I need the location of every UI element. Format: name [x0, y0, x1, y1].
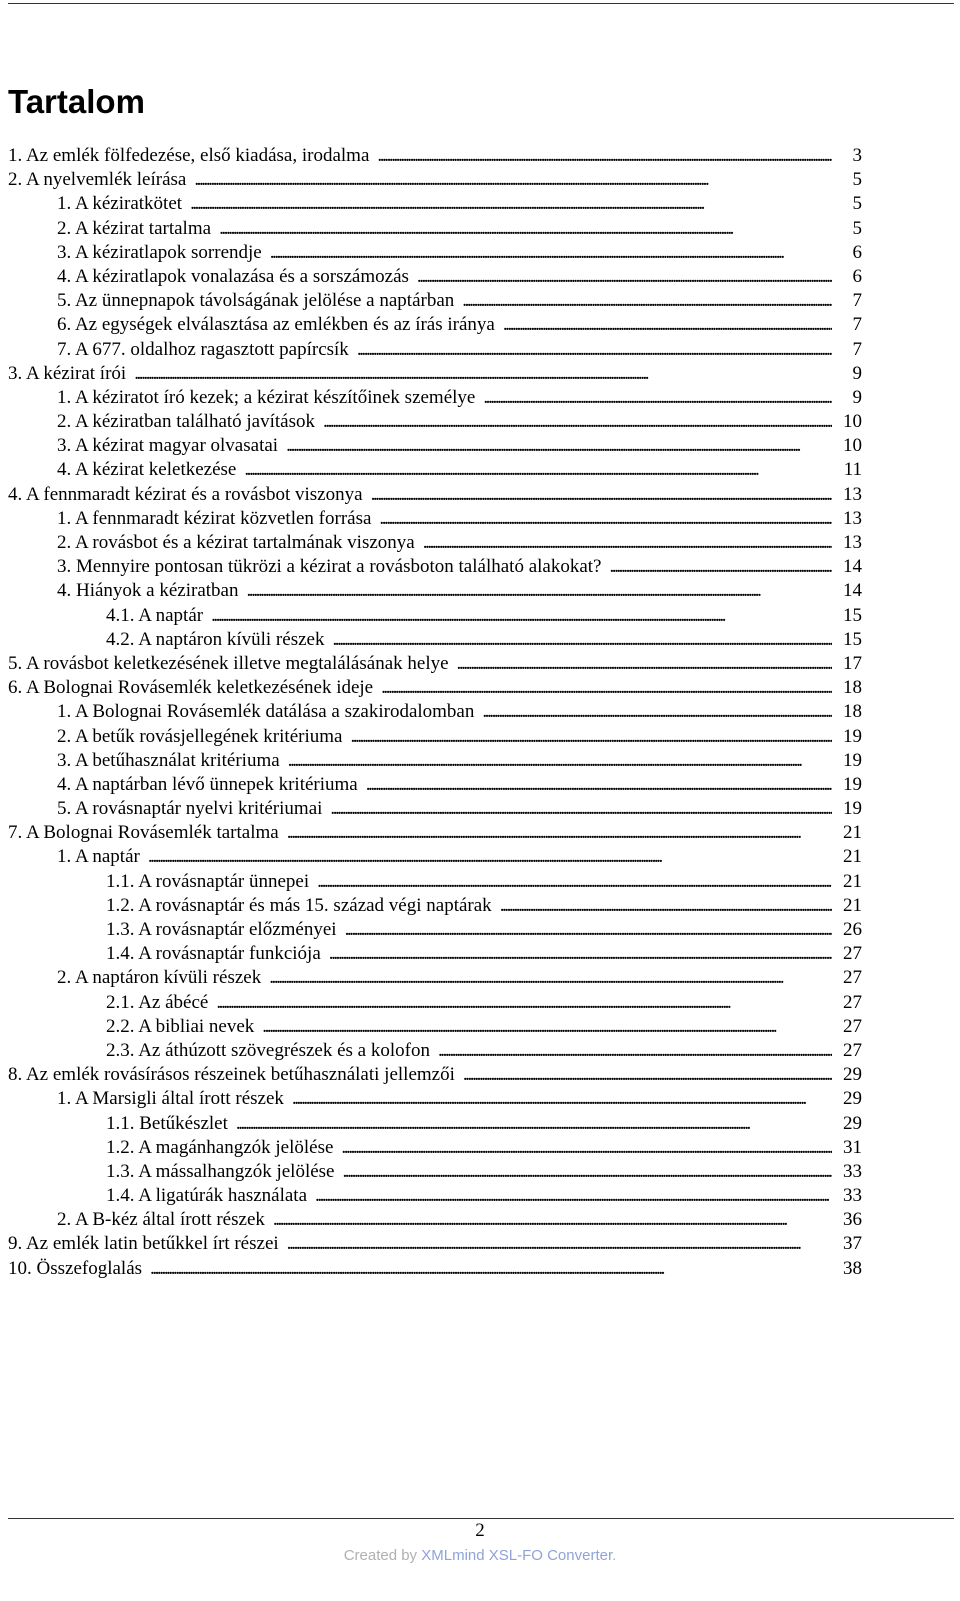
toc-entry[interactable] — [8, 871, 862, 895]
header-rule — [8, 3, 954, 4]
toc-dot-leader — [270, 242, 832, 264]
toc-entry-page: 27 — [843, 1015, 862, 1037]
toc-dot-leader — [503, 314, 832, 336]
toc-entry[interactable] — [8, 266, 862, 290]
toc-entry-page: 13 — [843, 483, 862, 505]
toc-dot-leader — [482, 701, 832, 723]
toc-entry-title: 5. A rovásnaptár nyelvi kritériumai — [57, 798, 323, 820]
toc-entry-title: 2. A naptáron kívüli részek — [57, 967, 262, 989]
toc-entry-title: 1. A Marsigli által írott részek — [57, 1088, 284, 1110]
toc-entry-page: 11 — [843, 459, 862, 481]
toc-dot-leader — [150, 1258, 832, 1280]
toc-dot-leader — [438, 1040, 832, 1062]
toc-dot-leader — [345, 919, 832, 941]
toc-entry-title: 6. Az egységek elválasztása az emlékben és az írás iránya — [57, 314, 495, 336]
toc-entry[interactable] — [8, 459, 862, 483]
toc-dot-leader — [194, 169, 832, 191]
toc-entry-title: 2. A rovásbot és a kézirat tartalmának viszonya — [57, 532, 415, 553]
toc-entry[interactable] — [8, 726, 862, 750]
toc-dot-leader — [244, 459, 832, 481]
page-number: 2 — [475, 1520, 485, 1541]
toc-entry-title: 7. A 677. oldalhoz ragasztott papírcsík — [57, 338, 349, 360]
toc-entry[interactable] — [8, 798, 862, 822]
toc-entry-title: 2. A betűk rovásjellegének kritériuma — [57, 725, 343, 747]
toc-entry[interactable] — [8, 387, 862, 411]
toc-entry-title: 4.2. A naptáron kívüli részek — [106, 628, 325, 650]
toc-entry-page: 21 — [843, 846, 862, 868]
footer-credit — [0, 1547, 960, 1564]
toc-dot-leader — [341, 1137, 832, 1159]
toc-entry-page: 27 — [843, 1039, 862, 1061]
toc-entry-title: 3. A kézirat írói — [8, 362, 127, 384]
toc-entry[interactable] — [8, 339, 862, 363]
toc-entry-title: 2.2. A bibliai nevek — [106, 1015, 255, 1037]
toc-entry-title: 2.1. Az ábécé — [106, 991, 209, 1013]
toc-entry-title: 1. A fennmaradt kézirat közvetlen forrása — [57, 507, 372, 529]
toc-entry[interactable] — [8, 218, 862, 242]
toc-entry[interactable] — [8, 653, 862, 677]
toc-entry[interactable] — [8, 532, 862, 556]
toc-dot-leader — [286, 435, 832, 457]
toc-entry[interactable] — [8, 580, 862, 604]
toc-dot-leader — [330, 798, 832, 820]
page-title: Tartalom — [8, 83, 145, 120]
toc-entry-page: 14 — [843, 580, 862, 602]
toc-entry-page: 27 — [843, 991, 862, 1013]
toc-entry-page: 7 — [852, 314, 862, 336]
toc-entry-page: 15 — [843, 604, 862, 626]
toc-dot-leader — [342, 1161, 832, 1183]
toc-entry[interactable] — [8, 169, 862, 193]
toc-entry-page: 5 — [852, 169, 862, 191]
toc-dot-leader — [381, 677, 832, 699]
toc-dot-leader — [211, 605, 832, 627]
toc-entry-title: 1.4. A rovásnaptár funkciója — [106, 943, 321, 965]
toc-entry-page: 27 — [843, 943, 862, 965]
toc-entry-page: 5 — [852, 217, 862, 239]
toc-entry[interactable] — [8, 895, 862, 919]
toc-dot-leader — [246, 580, 832, 602]
toc-entry[interactable] — [8, 1040, 862, 1064]
toc-entry-title: 7. A Bolognai Rovásemlék tartalma — [8, 822, 279, 844]
toc-entry-title: 1. A Bolognai Rovásemlék datálása a szakirodalomban — [57, 701, 475, 723]
toc-entry[interactable] — [8, 846, 862, 870]
toc-entry-page: 13 — [843, 532, 862, 553]
toc-entry[interactable] — [8, 1137, 862, 1161]
toc-entry-title: 6. A Bolognai Rovásemlék keletkezésének ideje — [8, 677, 374, 699]
toc-entry[interactable] — [8, 1113, 862, 1137]
toc-entry-page: 26 — [843, 919, 862, 940]
toc-entry-page: 21 — [843, 870, 862, 892]
table-of-contents — [8, 145, 862, 1282]
toc-entry[interactable] — [8, 1016, 862, 1040]
toc-entry-title: 2.3. Az áthúzott szövegrészek és a kolofon — [106, 1039, 430, 1061]
toc-entry-title: 2. A kéziratban található javítások — [57, 411, 316, 433]
toc-entry-page: 6 — [852, 241, 862, 263]
toc-entry-page: 38 — [843, 1257, 862, 1279]
toc-entry-page: 14 — [843, 556, 862, 578]
toc-dot-leader — [366, 774, 832, 796]
toc-entry-title: 3. A kézirat magyar olvasatai — [57, 435, 279, 457]
toc-entry[interactable] — [8, 1209, 862, 1233]
toc-entry[interactable] — [8, 290, 862, 314]
toc-entry-title: 1. A kéziratkötet — [57, 193, 183, 215]
toc-dot-leader — [457, 653, 832, 675]
toc-entry-page: 10 — [843, 435, 862, 457]
toc-entry[interactable] — [8, 1185, 862, 1209]
toc-dot-leader — [609, 556, 832, 578]
toc-entry[interactable] — [8, 1064, 862, 1088]
toc-entry[interactable] — [8, 629, 862, 653]
toc-dot-leader — [269, 967, 832, 989]
toc-entry[interactable] — [8, 411, 862, 435]
toc-entry-page: 19 — [843, 798, 862, 820]
toc-entry-page: 27 — [843, 967, 862, 989]
toc-dot-leader — [371, 484, 832, 506]
toc-entry-title: 3. A betűhasználat kritériuma — [57, 749, 280, 771]
toc-entry-title: 9. Az emlék latin betűkkel írt részei — [8, 1233, 279, 1255]
toc-entry-page: 21 — [843, 894, 862, 916]
toc-dot-leader — [500, 895, 832, 917]
toc-dot-leader — [423, 532, 832, 554]
toc-dot-leader — [463, 1064, 832, 1086]
toc-dot-leader — [262, 1016, 832, 1038]
toc-entry-title: 4. A naptárban lévő ünnepek kritériuma — [57, 773, 358, 795]
toc-entry[interactable] — [8, 750, 862, 774]
toc-dot-leader — [287, 1233, 832, 1255]
toc-dot-leader — [357, 339, 832, 361]
toc-dot-leader — [134, 363, 832, 385]
toc-entry-page: 3 — [852, 145, 862, 166]
toc-dot-leader — [329, 943, 832, 965]
toc-entry-page: 9 — [852, 386, 862, 408]
toc-dot-leader — [462, 290, 832, 312]
toc-entry-title: 1.2. A rovásnaptár és más 15. század végi naptárak — [106, 894, 492, 916]
toc-entry-title: 4.1. A naptár — [106, 604, 204, 626]
toc-dot-leader — [379, 508, 832, 530]
toc-entry[interactable] — [8, 145, 862, 169]
toc-dot-leader — [483, 387, 832, 409]
toc-entry-page: 18 — [843, 701, 862, 723]
toc-entry-page: 29 — [843, 1088, 862, 1110]
toc-entry[interactable] — [8, 556, 862, 580]
toc-entry[interactable] — [8, 1233, 862, 1257]
toc-entry-title: 2. A nyelvemlék leírása — [8, 169, 187, 191]
toc-dot-leader — [273, 1209, 832, 1231]
toc-entry-title: 1.1. Betűkészlet — [106, 1112, 228, 1134]
toc-entry-page: 21 — [843, 822, 862, 844]
toc-dot-leader — [287, 822, 832, 844]
toc-entry[interactable] — [8, 774, 862, 798]
toc-entry[interactable] — [8, 919, 862, 943]
toc-entry-page: 33 — [843, 1160, 862, 1182]
toc-entry-page: 18 — [843, 677, 862, 699]
toc-entry-title: 1. Az emlék fölfedezése, első kiadása, irodalma — [8, 145, 370, 166]
credit-prefix: Created by — [343, 1547, 422, 1564]
toc-entry-title: 1. A kéziratot író kezek; a kézirat készítőinek személye — [57, 386, 476, 408]
toc-entry-page: 19 — [843, 773, 862, 795]
footer-rule — [8, 1518, 954, 1519]
toc-entry-page: 29 — [843, 1064, 862, 1086]
toc-entry[interactable] — [8, 1258, 862, 1282]
toc-entry-page: 9 — [852, 362, 862, 384]
toc-dot-leader — [332, 629, 832, 651]
toc-entry-page: 31 — [843, 1136, 862, 1158]
toc-entry-title: 4. A kéziratlapok vonalazása és a sorszámozás — [57, 265, 409, 287]
toc-entry[interactable] — [8, 822, 862, 846]
toc-entry-title: 2. A kézirat tartalma — [57, 217, 212, 239]
toc-entry-page: 29 — [843, 1112, 862, 1134]
toc-entry-title: 1. A naptár — [57, 846, 140, 868]
toc-entry-title: 1.3. A rovásnaptár előzményei — [106, 919, 337, 940]
toc-entry-title: 3. A kéziratlapok sorrendje — [57, 241, 262, 263]
toc-entry-title: 4. A fennmaradt kézirat és a rovásbot viszonya — [8, 483, 363, 505]
toc-entry[interactable] — [8, 992, 862, 1016]
toc-entry-page: 7 — [852, 338, 862, 360]
toc-dot-leader — [377, 145, 832, 167]
toc-entry[interactable] — [8, 193, 862, 217]
toc-dot-leader — [350, 726, 832, 748]
credit-suffix: . — [612, 1547, 617, 1564]
toc-entry[interactable] — [8, 1088, 862, 1112]
toc-entry-title: 5. A rovásbot keletkezésének illetve megtalálásának helye — [8, 652, 449, 674]
toc-dot-leader — [323, 411, 832, 433]
toc-entry-page: 36 — [843, 1209, 862, 1231]
toc-dot-leader — [148, 846, 832, 868]
toc-dot-leader — [190, 193, 832, 215]
toc-entry-title: 10. Összefoglalás — [8, 1257, 143, 1279]
toc-entry-title: 3. Mennyire pontosan tükrözi a kézirat a rovásboton található alakokat? — [57, 556, 602, 578]
toc-entry-page: 15 — [843, 628, 862, 650]
toc-entry[interactable] — [8, 508, 862, 532]
toc-entry[interactable] — [8, 314, 862, 338]
toc-entry-page: 13 — [843, 507, 862, 529]
toc-entry[interactable] — [8, 677, 862, 701]
toc-entry[interactable] — [8, 943, 862, 967]
toc-entry-title: 1.2. A magánhangzók jelölése — [106, 1136, 334, 1158]
toc-entry[interactable] — [8, 701, 862, 725]
toc-entry-title: 5. Az ünnepnapok távolságának jelölése a naptárban — [57, 290, 455, 312]
toc-dot-leader — [236, 1113, 832, 1135]
toc-entry-page: 33 — [843, 1185, 862, 1207]
toc-entry-page: 37 — [843, 1233, 862, 1255]
toc-entry-title: 4. A kézirat keletkezése — [57, 459, 237, 481]
toc-dot-leader — [417, 266, 832, 288]
toc-entry-page: 10 — [843, 411, 862, 433]
toc-entry[interactable] — [8, 967, 862, 991]
toc-entry[interactable] — [8, 435, 862, 459]
toc-entry-page: 6 — [852, 265, 862, 287]
toc-entry[interactable] — [8, 605, 862, 629]
toc-entry[interactable] — [8, 363, 862, 387]
toc-entry-title: 1.1. A rovásnaptár ünnepei — [106, 870, 310, 892]
toc-dot-leader — [317, 871, 832, 893]
credit-brand-link[interactable]: XMLmind XSL-FO Converter — [421, 1547, 613, 1564]
toc-entry-page: 17 — [843, 652, 862, 674]
toc-entry-title: 1.4. A ligatúrák használata — [106, 1185, 308, 1207]
toc-entry[interactable] — [8, 242, 862, 266]
toc-dot-leader — [292, 1088, 832, 1110]
toc-entry-page: 7 — [852, 290, 862, 312]
toc-entry-page: 5 — [852, 193, 862, 215]
toc-entry-page: 19 — [843, 725, 862, 747]
toc-dot-leader — [219, 218, 832, 240]
toc-entry-title: 8. Az emlék rovásírásos részeinek betűhasználati jellemzői — [8, 1064, 455, 1086]
toc-entry-title: 1.3. A mássalhangzók jelölése — [106, 1160, 335, 1182]
toc-entry-page: 19 — [843, 749, 862, 771]
toc-dot-leader — [315, 1185, 832, 1207]
toc-entry-title: 2. A B-kéz által írott részek — [57, 1209, 265, 1231]
toc-entry-title: 4. Hiányok a kéziratban — [57, 580, 239, 602]
toc-entry[interactable] — [8, 1161, 862, 1185]
toc-dot-leader — [288, 750, 832, 772]
toc-entry[interactable] — [8, 484, 862, 508]
toc-dot-leader — [216, 992, 832, 1014]
